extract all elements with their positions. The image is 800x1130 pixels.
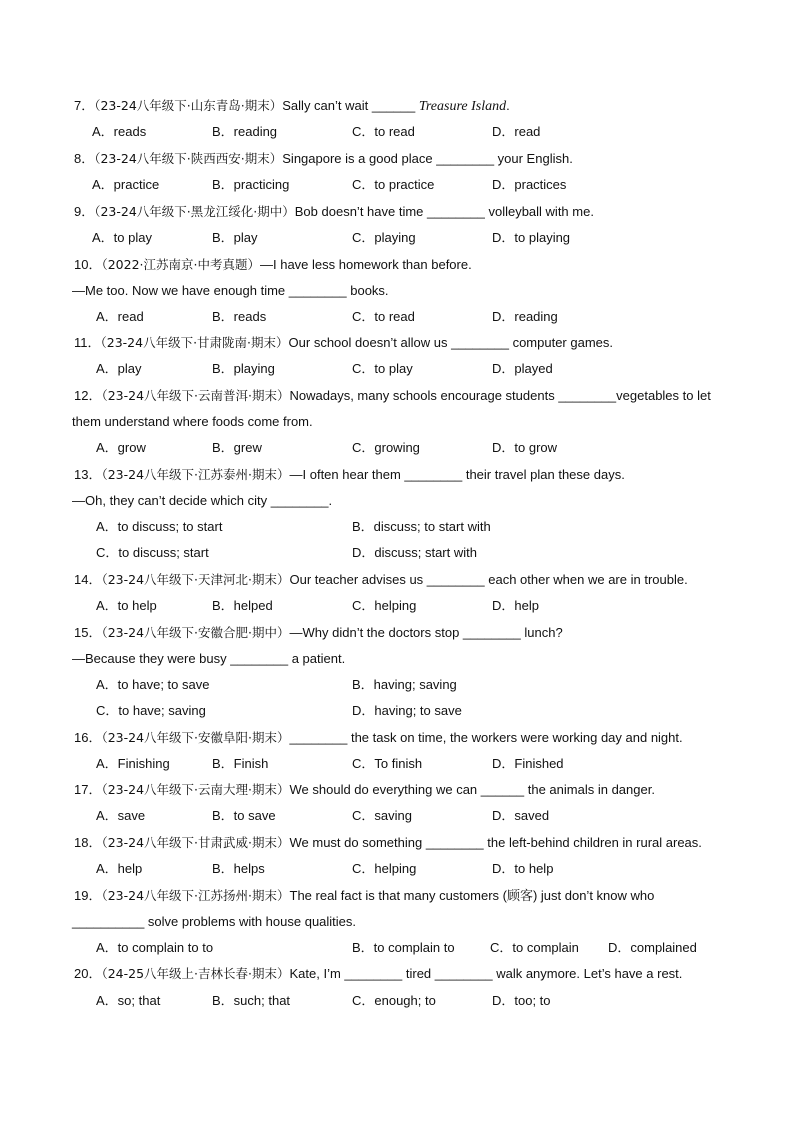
option-a[interactable]: A．practice <box>92 177 160 192</box>
option-c[interactable]: C．saving <box>352 808 412 823</box>
question-number: 7． <box>74 98 95 113</box>
question-source: （23-24八年级下·江苏扬州·期末） <box>101 888 290 903</box>
options-13-row-1 <box>74 517 760 537</box>
option-c[interactable]: C．to complain <box>490 940 579 955</box>
question-stem: Bob doesn’t have time ________ volleyball with me. <box>294 204 594 219</box>
options-15-row-1 <box>74 675 760 695</box>
question-stem: Kate, I’m ________ tired ________ walk anymore. Let’s have a rest. <box>289 966 683 981</box>
question-stem-continued: —Me too. Now we have enough time ________ books. <box>72 283 389 298</box>
question-source: （23-24八年级下·云南大理·期末） <box>101 782 290 797</box>
question-stem: Singapore is a good place ________ your English. <box>282 151 573 166</box>
options-12 <box>74 438 760 458</box>
option-a[interactable]: A．reads <box>92 124 147 139</box>
question-stem: —I have less homework than before. <box>259 257 472 272</box>
option-a[interactable]: A．grow <box>96 440 146 455</box>
question-7 <box>74 96 760 116</box>
option-a[interactable]: A．read <box>96 309 144 324</box>
question-stem-end: . <box>506 98 510 113</box>
option-c[interactable]: C．to discuss; start <box>96 545 209 560</box>
option-d[interactable]: D．reading <box>492 309 558 324</box>
question-number: 17． <box>74 782 102 797</box>
question-14 <box>74 570 760 590</box>
question-number: 20． <box>74 966 102 981</box>
question-12-line-2 <box>72 412 760 432</box>
question-stem: We should do everything we can ______ the animals in danger. <box>289 782 655 797</box>
question-13 <box>74 465 760 485</box>
question-number: 18． <box>74 835 102 850</box>
option-c[interactable]: C．helping <box>352 598 417 613</box>
question-source: （23-24八年级下·天津河北·期末） <box>101 572 290 587</box>
question-source: （23-24八年级下·甘肃武威·期末） <box>101 835 290 850</box>
option-b[interactable]: B．reading <box>212 124 278 139</box>
question-number: 12． <box>74 388 102 403</box>
question-stem-continued: —Because they were busy ________ a patient. <box>72 651 346 666</box>
option-a[interactable]: A．save <box>96 808 146 823</box>
option-d[interactable]: D．played <box>492 361 553 376</box>
option-c[interactable]: C．to practice <box>352 177 435 192</box>
option-a[interactable]: A．to discuss; to start <box>96 519 223 534</box>
question-13-line-2 <box>72 491 760 511</box>
option-a[interactable]: A．to complain to to <box>96 940 214 955</box>
options-19 <box>74 938 760 958</box>
options-14 <box>74 596 760 616</box>
option-d[interactable]: D．having; to save <box>352 703 462 718</box>
question-9 <box>74 202 760 222</box>
option-d[interactable]: D．complained <box>608 940 697 955</box>
option-b[interactable]: B．playing <box>212 361 275 376</box>
question-source: （23-24八年级下·陕西西安·期末） <box>94 151 283 166</box>
question-number: 9． <box>74 204 95 219</box>
option-b[interactable]: B．practicing <box>212 177 290 192</box>
option-c[interactable]: C．growing <box>352 440 420 455</box>
question-number: 13． <box>74 467 102 482</box>
option-b[interactable]: B．such; that <box>212 993 291 1008</box>
option-d[interactable]: D．discuss; start with <box>352 545 477 560</box>
question-15-line-2 <box>72 649 760 669</box>
question-source: （23-24八年级下·黑龙江绥化·期中） <box>94 204 295 219</box>
question-source: （23-24八年级下·甘肃陇南·期末） <box>100 335 289 350</box>
option-d[interactable]: D．too; to <box>492 993 551 1008</box>
question-stem: ________ the task on time, the workers were working day and night. <box>289 730 683 745</box>
option-c[interactable]: C．playing <box>352 230 416 245</box>
options-7 <box>74 122 760 142</box>
question-number: 11． <box>74 335 101 350</box>
option-d[interactable]: D．to help <box>492 861 554 876</box>
option-b[interactable]: B．reads <box>212 309 267 324</box>
question-stem: Our school doesn’t allow us ________ computer games. <box>288 335 613 350</box>
question-stem: —I often hear them ________ their travel plan these days. <box>289 467 625 482</box>
option-a[interactable]: A．play <box>96 361 142 376</box>
question-number: 14． <box>74 572 102 587</box>
question-stem: —Why didn’t the doctors stop ________ lunch? <box>289 625 563 640</box>
option-c[interactable]: C．helping <box>352 861 417 876</box>
option-d[interactable]: D．saved <box>492 808 550 823</box>
option-a[interactable]: A．to have; to save <box>96 677 210 692</box>
question-15 <box>74 623 760 643</box>
question-number: 8． <box>74 151 95 166</box>
question-8 <box>74 149 760 169</box>
option-b[interactable]: B．having; saving <box>352 677 457 692</box>
question-16 <box>74 728 760 748</box>
question-18 <box>74 833 760 853</box>
question-stem: The real fact is that many customers (顾客) just don’t know who <box>289 888 655 903</box>
option-b[interactable]: B．helped <box>212 598 273 613</box>
option-d[interactable]: D．read <box>492 124 541 139</box>
options-11 <box>74 359 760 379</box>
option-b[interactable]: B．grew <box>212 440 262 455</box>
question-source: （23-24八年级下·云南普洱·期末） <box>101 388 290 403</box>
option-b[interactable]: B．Finish <box>212 756 269 771</box>
options-13-row-2 <box>74 543 760 563</box>
question-stem: We must do something ________ the left-behind children in rural areas. <box>289 835 702 850</box>
option-a[interactable]: A．to play <box>92 230 152 245</box>
question-source: （24-25八年级上·吉林长春·期末） <box>101 966 290 981</box>
question-stem-continued: them understand where foods come from. <box>72 414 313 429</box>
option-a[interactable]: A．so; that <box>96 993 161 1008</box>
question-10 <box>74 255 760 275</box>
option-c[interactable]: C．To finish <box>352 756 423 771</box>
option-b[interactable]: B．discuss; to start with <box>352 519 491 534</box>
question-19 <box>74 886 760 906</box>
options-16 <box>74 754 760 774</box>
option-c[interactable]: C．enough; to <box>352 993 436 1008</box>
question-source: （23-24八年级下·山东青岛·期末） <box>94 98 283 113</box>
question-number: 19． <box>74 888 102 903</box>
question-20 <box>74 964 760 984</box>
option-d[interactable]: D．Finished <box>492 756 564 771</box>
question-source: （2022·江苏南京·中考真题） <box>101 257 260 272</box>
options-17 <box>74 806 760 826</box>
options-15-row-2 <box>74 701 760 721</box>
options-20 <box>74 991 760 1011</box>
option-b[interactable]: B．play <box>212 230 258 245</box>
options-9 <box>74 228 760 248</box>
option-c[interactable]: C．to play <box>352 361 413 376</box>
question-stem-continued: —Oh, they can’t decide which city ________. <box>72 493 333 508</box>
question-17 <box>74 780 760 800</box>
question-source: （23-24八年级下·安徽阜阳·期末） <box>101 730 290 745</box>
option-d[interactable]: D．to playing <box>492 230 571 245</box>
option-b[interactable]: B．to save <box>212 808 276 823</box>
option-c[interactable]: C．to read <box>352 124 415 139</box>
option-b[interactable]: B．to complain to <box>352 940 455 955</box>
option-a[interactable]: A．help <box>96 861 143 876</box>
question-stem-continued: __________ solve problems with house qualities. <box>72 914 357 929</box>
question-stem: Our teacher advises us ________ each other when we are in trouble. <box>289 572 688 587</box>
question-stem: Sally can’t wait ______ <box>282 98 419 113</box>
options-18 <box>74 859 760 879</box>
option-a[interactable]: A．to help <box>96 598 157 613</box>
option-c[interactable]: C．to read <box>352 309 415 324</box>
book-title: Treasure Island <box>418 99 507 114</box>
option-b[interactable]: B．helps <box>212 861 265 876</box>
question-12 <box>74 386 760 406</box>
option-d[interactable]: D．to grow <box>492 440 558 455</box>
option-d[interactable]: D．help <box>492 598 539 613</box>
option-a[interactable]: A．Finishing <box>96 756 170 771</box>
question-source: （23-24八年级下·安徽合肥·期中） <box>101 625 290 640</box>
question-stem: Nowadays, many schools encourage students ________vegetables to let <box>289 388 711 403</box>
options-10 <box>74 307 760 327</box>
question-number: 16． <box>74 730 102 745</box>
question-source: （23-24八年级下·江苏泰州·期末） <box>101 467 290 482</box>
options-8 <box>74 175 760 195</box>
question-10-line-2 <box>72 281 760 301</box>
question-19-line-2 <box>72 912 760 932</box>
question-11 <box>74 333 760 353</box>
question-number: 10． <box>74 257 102 272</box>
option-d[interactable]: D．practices <box>492 177 567 192</box>
question-number: 15． <box>74 625 102 640</box>
option-c[interactable]: C．to have; saving <box>96 703 206 718</box>
